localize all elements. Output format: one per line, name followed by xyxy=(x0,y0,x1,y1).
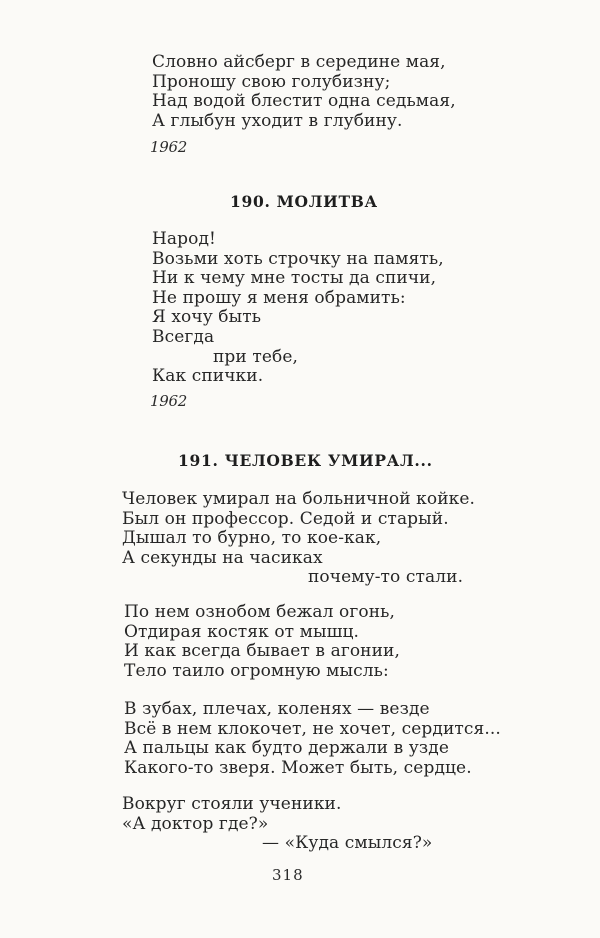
poem-line: Какого-то зверя. Может быть, сердце. xyxy=(124,757,472,778)
poem-line: В зубах, плечах, коленях — везде xyxy=(124,699,430,719)
previous-poem-stanza xyxy=(152,53,456,131)
poem-line: «А доктор где?» xyxy=(122,813,269,834)
poem-line: Человек умирал на больничной койке. xyxy=(122,489,476,509)
poem-line: Возьми хоть строчку на память, xyxy=(152,248,444,269)
poem-line: Как спички. xyxy=(152,366,264,387)
poem-191-stanza-2 xyxy=(124,603,400,681)
poem-191-stanza-3 xyxy=(124,700,501,778)
poem-line: А секунды на часиках xyxy=(122,547,323,568)
poem-line: А пальцы как будто держали в узде xyxy=(124,738,449,759)
poem-line: Ни к чему мне тосты да спичи, xyxy=(152,268,437,289)
poem-line: Вокруг стояли ученики. xyxy=(122,794,342,814)
poem-line: Проношу свою голубизну; xyxy=(152,71,391,92)
poem-line: Тело таило огромную мысль: xyxy=(124,660,389,681)
poem-line: По нем ознобом бежал огонь, xyxy=(124,602,395,622)
poem-190-year: 1962 xyxy=(150,392,187,410)
poem-191-stanza-1 xyxy=(122,490,475,588)
poem-191-stanza-4 xyxy=(122,795,432,854)
poem-line: Над водой блестит одна седьмая, xyxy=(152,91,456,112)
poem-line-indented: при тебе, xyxy=(213,346,299,367)
page-number: 318 xyxy=(272,866,304,884)
poem-line: Словно айсберг в середине мая, xyxy=(152,52,446,72)
poem-line-indented: почему-то стали. xyxy=(308,567,464,588)
previous-poem-year: 1962 xyxy=(150,138,187,156)
poem-190-stanza xyxy=(152,230,444,387)
poem-line: Отдирая костяк от мышц. xyxy=(124,621,360,642)
poem-191-title: 191. ЧЕЛОВЕК УМИРАЛ... xyxy=(178,451,433,470)
poem-line: Дышал то бурно, то кое-как, xyxy=(122,528,382,549)
poem-line: Всегда xyxy=(152,326,215,347)
poem-line: И как всегда бывает в агонии, xyxy=(124,641,400,662)
poem-line: Всё в нем клокочет, не хочет, сердится... xyxy=(124,718,501,739)
poem-190-title: 190. МОЛИТВА xyxy=(230,192,378,211)
poem-line: Был он профессор. Седой и старый. xyxy=(122,508,449,529)
poem-line-indented: — «Куда смылся?» xyxy=(262,833,433,854)
poem-line: Я хочу быть xyxy=(152,307,262,328)
poem-line: Народ! xyxy=(152,229,216,249)
poem-line: А глыбун уходит в глубину. xyxy=(152,110,403,131)
poem-line: Не прошу я меня обрамить: xyxy=(152,287,406,308)
